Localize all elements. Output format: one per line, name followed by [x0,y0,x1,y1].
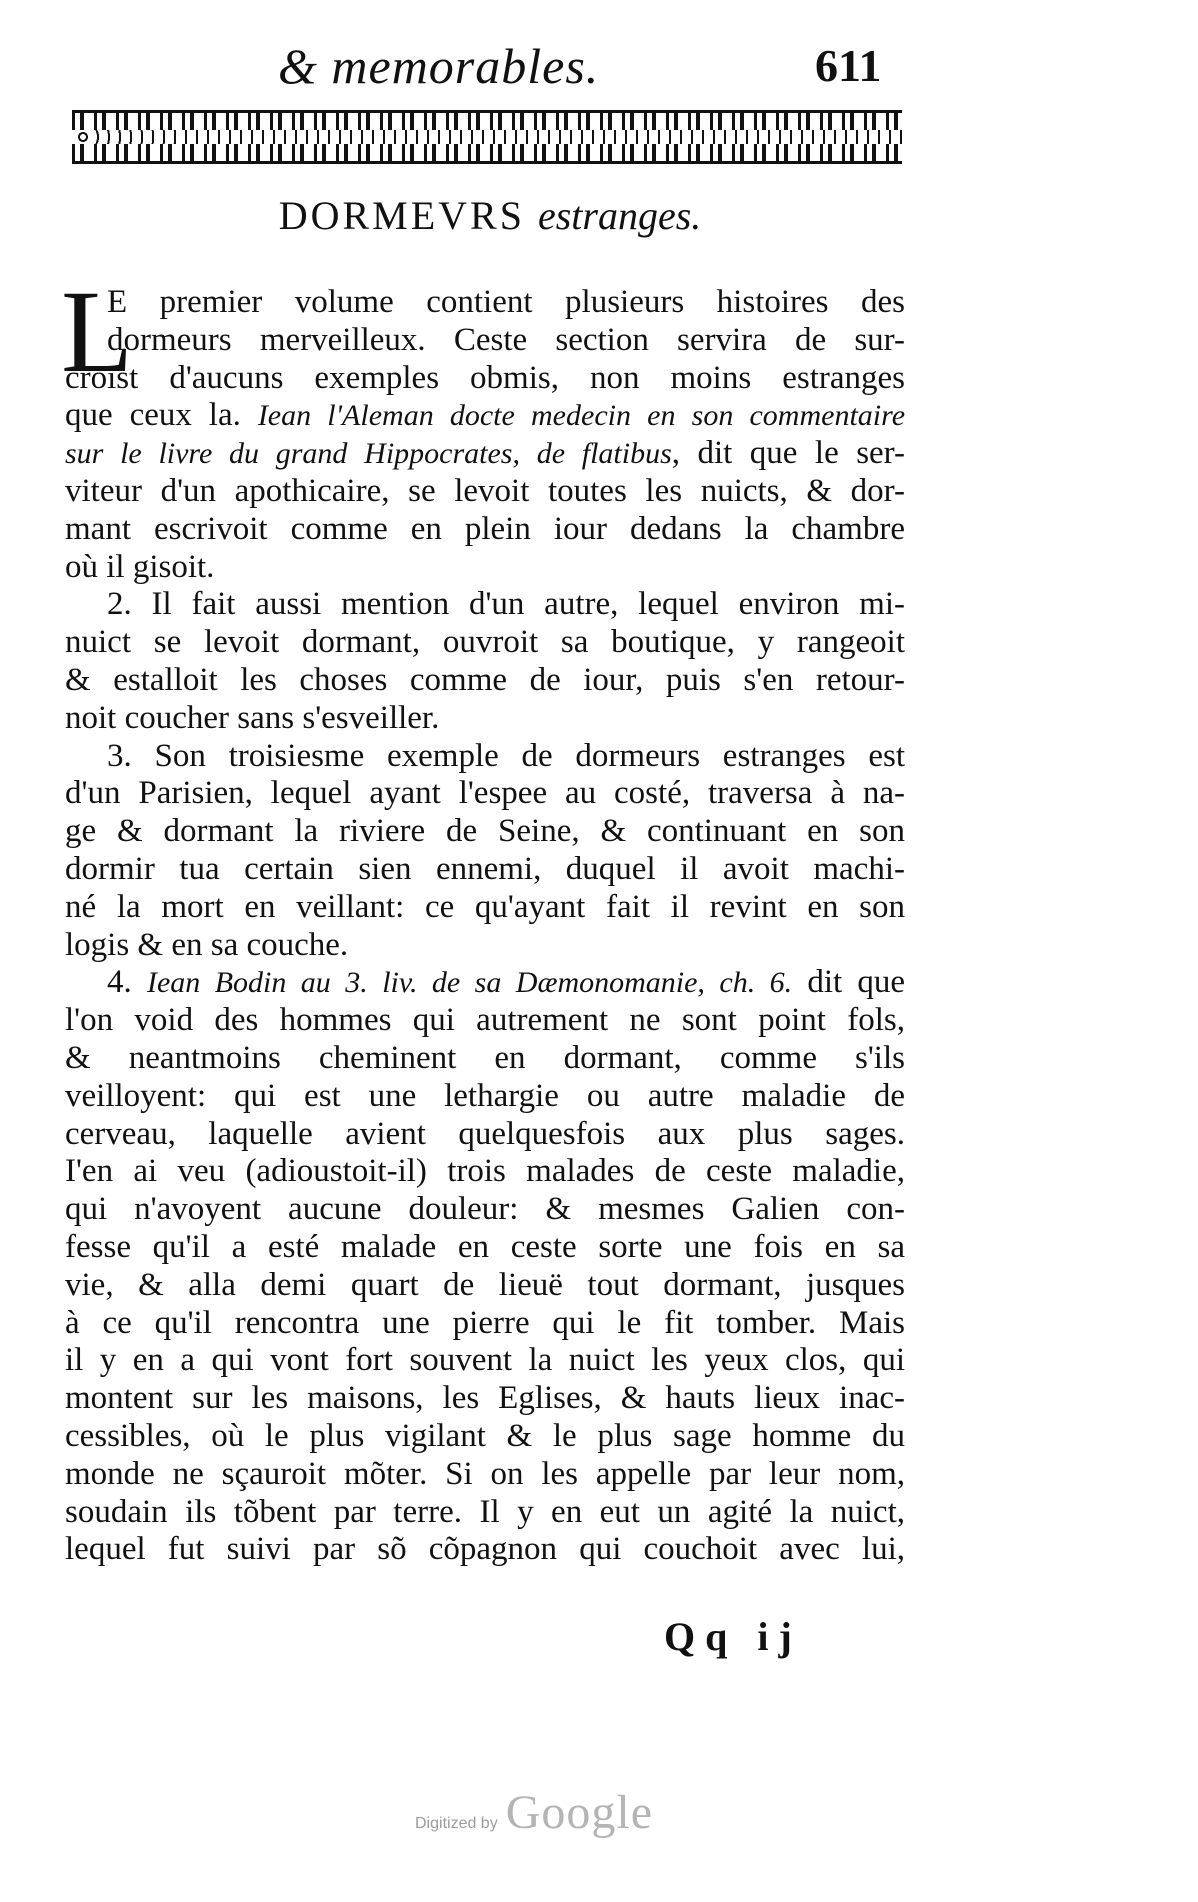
citation-italic: Iean l'Aleman docte medecin en son commentaire [257,399,906,433]
running-title: & memorables. [278,38,600,94]
text-line: mant escrivoit comme en plein iour dedans la chambre [65,510,905,547]
text-line: 3. Son troisiesme exemple de dormeurs estranges est [107,737,905,774]
citation-italic: sur le livre du grand Hippocrates, de flatibus [65,437,672,471]
google-logo: Google [505,1786,654,1839]
text-run: que ceux la. [65,397,258,434]
signature-mark: Qq ij [664,1614,802,1659]
text-line: cerveau, laquelle avient quelquesfois aux plus sages. [65,1115,905,1152]
text-line: montent sur les maisons, les Eglises, & hauts lieux inac- [65,1380,905,1417]
text-line: à ce qu'il rencontra une pierre qui le fit tomber. Mais [65,1304,905,1341]
paragraph-3 [65,738,905,965]
text-line: fesse qu'il a esté malade en ceste sorte une fois en sa [65,1228,905,1265]
text-line: où il gisoit. [65,548,215,585]
text-line: I'en ai veu (adioustoit-il) trois malades de ceste maladie, [65,1153,905,1190]
drop-cap: L [61,266,134,397]
text-line: dormeurs merveilleux. Ceste section servira de sur- [107,321,905,358]
section-heading [0,192,980,240]
text-run: , dit que le ser- [671,435,905,472]
text-line: monde ne sçauroit mõter. Si on les appelle par leur nom, [65,1455,905,1492]
citation-italic: Iean Bodin au 3. liv. de sa Dæmonomanie, ch. 6. [146,966,793,1000]
text-line [65,964,905,1002]
text-line: E premier volume contient plusieurs histoires des [107,284,905,320]
text-line: noit coucher sans s'esveiller. [65,699,440,736]
text-line: vie, & alla demi quart de lieuë tout dormant, jusques [65,1266,905,1303]
text-line [65,435,905,473]
text-line: 2. Il fait aussi mention d'un autre, lequel environ mi- [107,586,905,623]
text-line: & neantmoins cheminent en dormant, comme s'ils [65,1039,905,1076]
watermark-prefix: Digitized by [415,1815,498,1832]
text-line: il y en a qui vont fort souvent la nuict les yeux clos, qui [65,1342,905,1379]
text-line: & estalloit les choses comme de iour, puis s'en retour- [65,661,905,698]
text-run: 4. [107,964,147,1001]
text-line: dormir tua certain sien ennemi, duquel il avoit machi- [65,850,905,887]
digitized-watermark [415,1785,653,1840]
text-line: né la mort en veillant: ce qu'ayant fait il revint en son [65,888,905,925]
paragraph-2 [65,586,905,737]
text-line: logis & en sa couche. [65,926,349,963]
text-line: viteur d'un apothicaire, se levoit toutes les nuicts, & dor- [65,472,905,509]
heading-main: DORMEVRS [278,193,525,238]
text-line: soudain ils tõbent par terre. Il y en eut un agité la nuict, [65,1493,905,1530]
text-line [65,397,905,435]
body-text [61,266,906,1569]
running-head [70,26,910,96]
ornamental-band [72,110,902,164]
text-line: ge & dormant la riviere de Seine, & continuant en son [65,813,905,850]
text-line: d'un Parisien, lequel ayant l'espee au costé, traversa à na- [65,775,905,812]
text-line: croist d'aucuns exemples obmis, non moins estranges [65,359,905,396]
text-line: lequel fut suivi par sõ cõpagnon qui couchoit avec lui, [65,1531,905,1568]
paragraph-4 [65,964,905,1569]
text-run: dit que [792,964,906,1001]
text-line: cessibles, où le plus vigilant & le plus sage homme du [65,1417,905,1454]
text-line: qui n'avoyent aucune douleur: & mesmes Galien con- [65,1191,905,1228]
page-number: 611 [815,40,882,91]
paragraph-1 [61,266,906,586]
text-line: veilloyent: qui est une lethargie ou autre maladie de [65,1077,905,1114]
text-line: nuict se levoit dormant, ouvroit sa boutique, y rangeoit [65,624,905,661]
heading-italic: estranges. [537,193,702,238]
text-line: l'on void des hommes qui autrement ne sont point fols, [65,1002,905,1039]
